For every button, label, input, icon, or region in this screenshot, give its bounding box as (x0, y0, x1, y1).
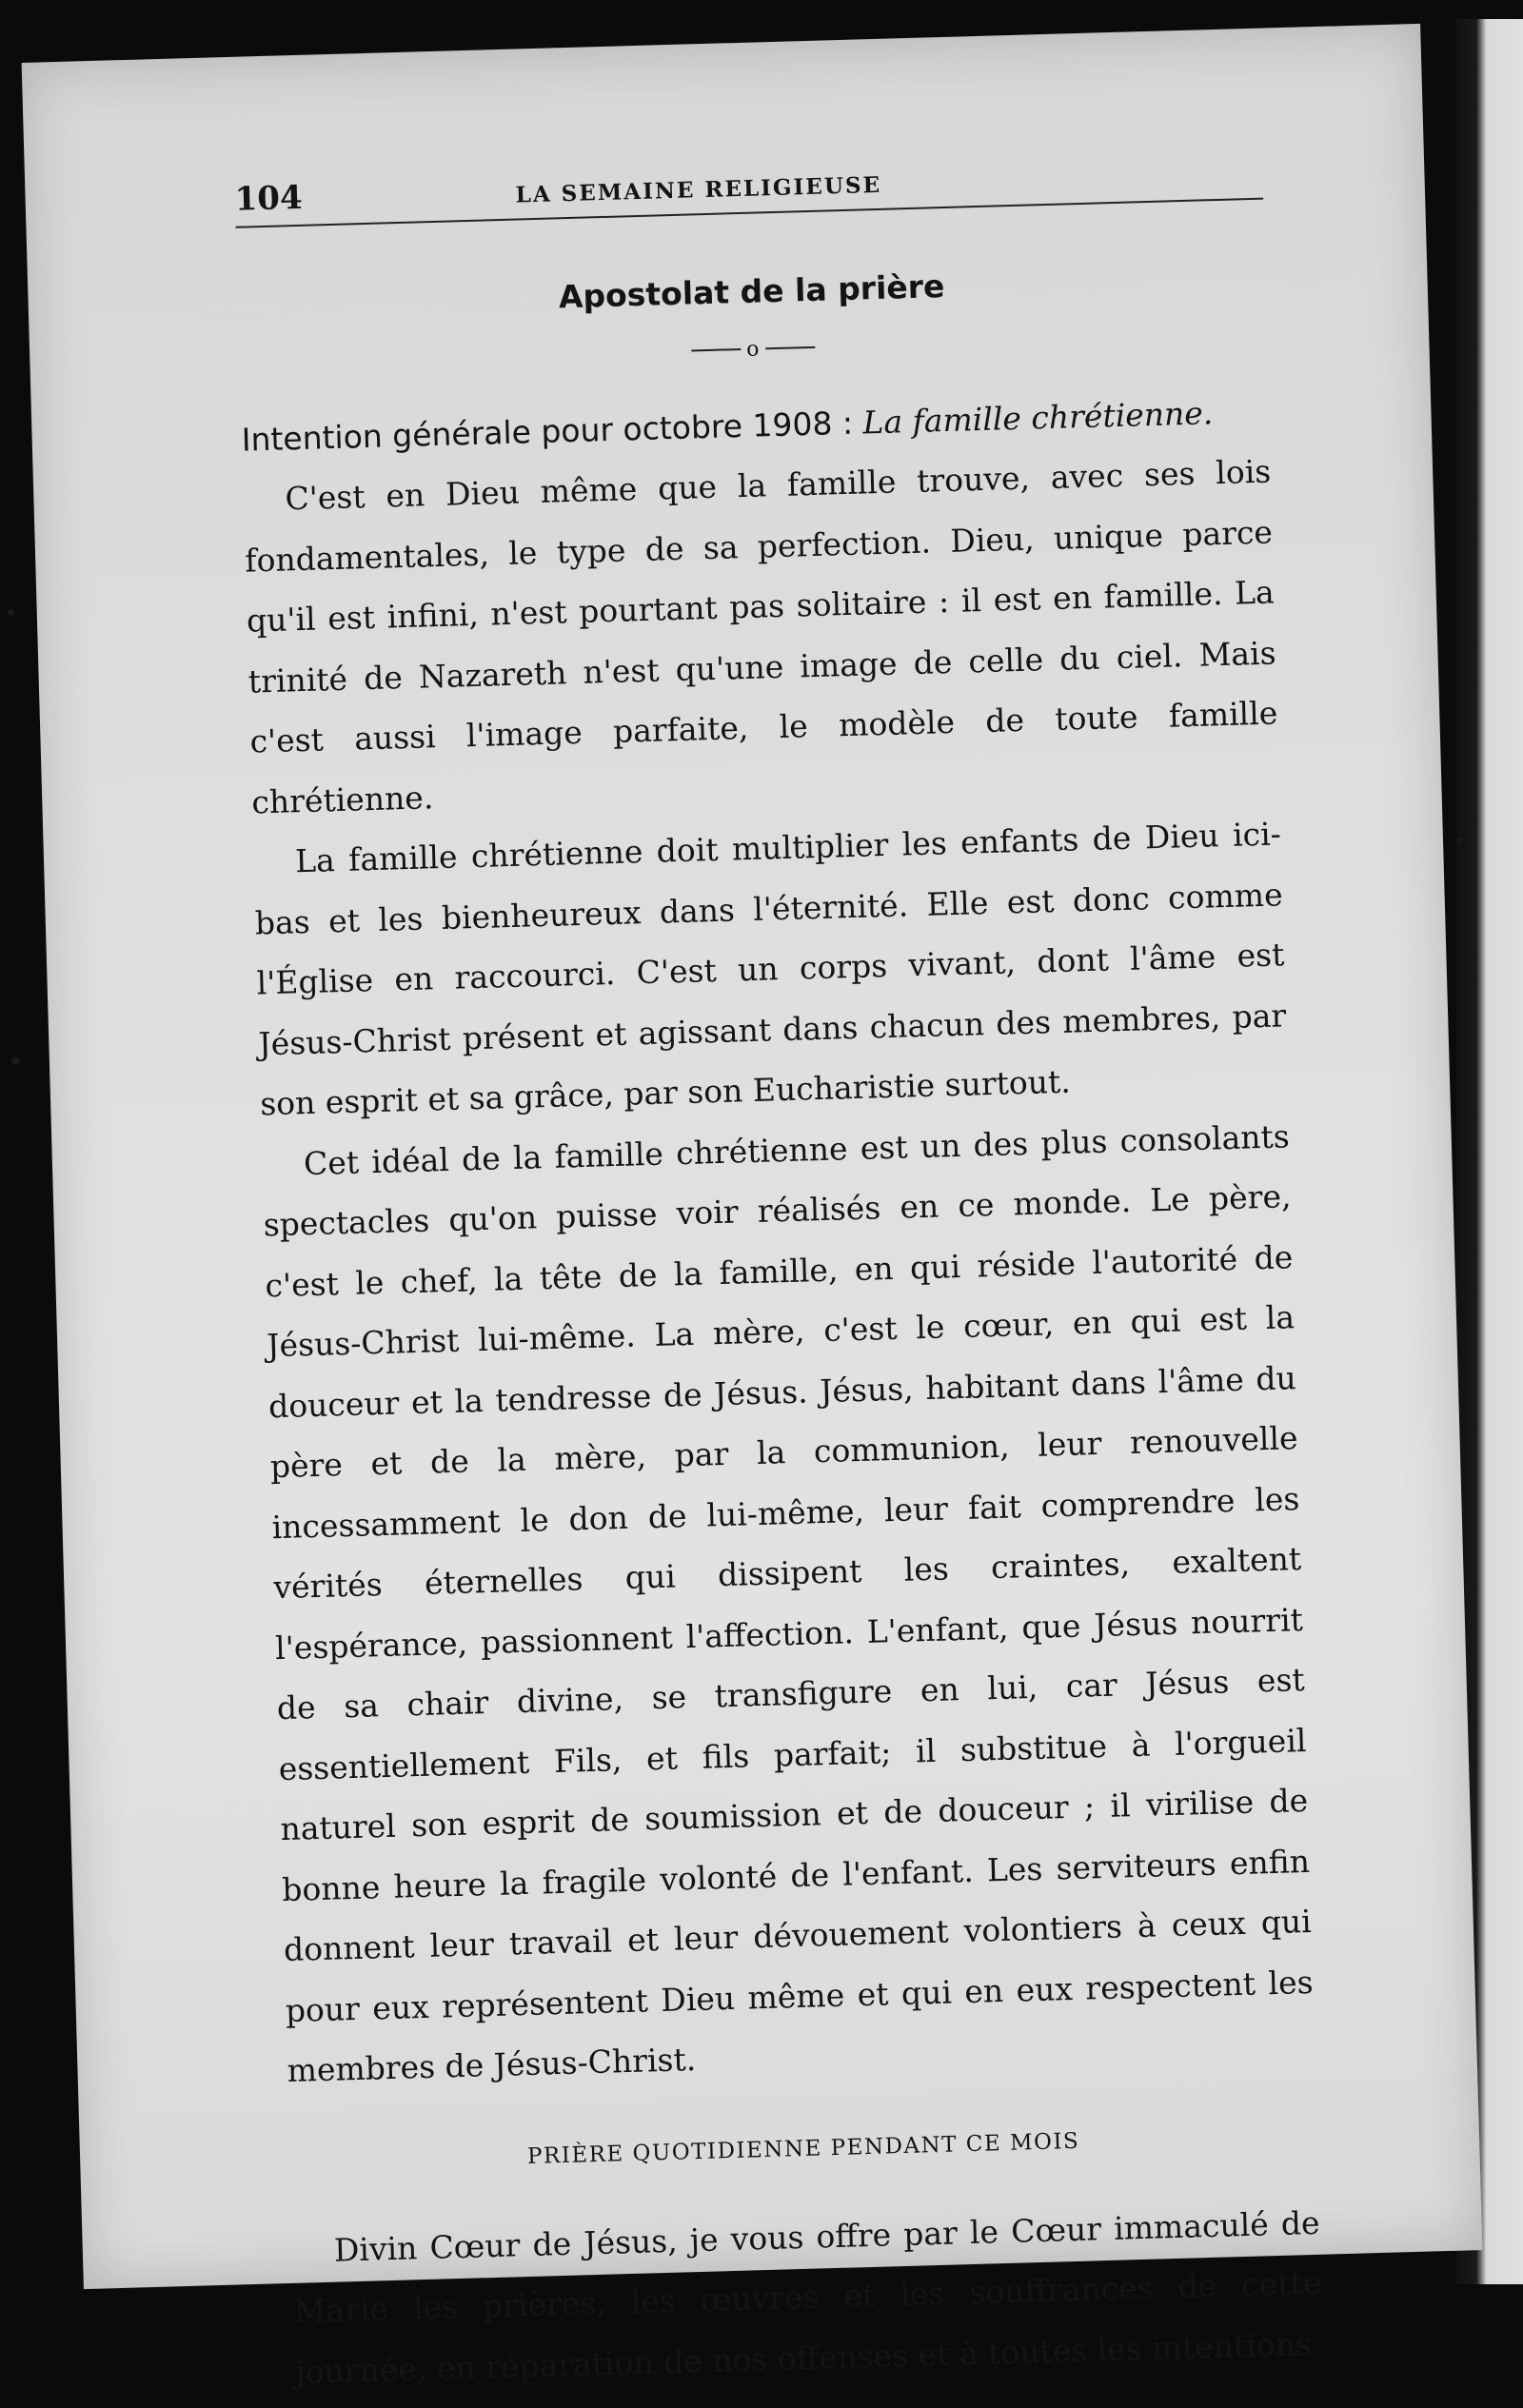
body-paragraph-2: La famille chrétienne doit multiplier les enfants de Dieu ici-bas et les bienheureux dans l'éternité. Elle est donc comme l'Église en raccourci. C'est un corps vivant, dont l'âme est Jésus-Christ présent et agissant dans chacun des membres, par son esprit et sa grâce, par son Eucharistie surtout. (254, 815, 1287, 1123)
running-head (234, 152, 1263, 228)
section-separator (239, 323, 1267, 376)
book-page (22, 24, 1483, 2391)
scan-speck (8, 609, 14, 616)
prayer-paragraph: Divin Cœur de Jésus, je vous offre par le Cœur immaculé de Marie les prières, les œuvres et les souffrances de cette journée, en réparation de nos offenses et à toutes les intentions (293, 2203, 1322, 2391)
page-content (234, 152, 1324, 2402)
intention-title: La famille chrétienne. (861, 393, 1214, 441)
body-paragraph-1: C'est en Dieu même que la famille trouve, avec ses lois fondamentales, le type de sa perfection. Dieu, unique parce qu'il est infini, n'est pourtant pas solitaire : il est en famille. La trinité de Nazareth n'est qu'une image de celle du ciel. Mais c'est aussi l'image parfaite, le modèle de toute famille chrétienne. (244, 452, 1278, 821)
prayer-heading: PRIÈRE QUOTIDIENNE PENDANT CE MOIS (526, 2128, 1080, 2169)
separator-rule-right (765, 346, 815, 349)
intention-label: Intention générale pour octobre 1908 : (241, 404, 854, 459)
page-number: 104 (234, 178, 304, 219)
journal-title: LA SEMAINE RELIGIEUSE (515, 171, 882, 208)
scan-speck (11, 1056, 20, 1065)
article-title: Apostolat de la prière (558, 267, 945, 316)
body-paragraph-3: Cet idéal de la famille chrétienne est un des plus consolants spectacles qu'on puisse voir réalisés en ce monde. Le père, c'est le chef, la tête de la famille, en qui réside l'autorité de Jésus-Christ lui-même. La mère, c'est le cœur, en qui est la douceur et la tendresse de Jésus. Jésus, habitant dans l'âme du père et de la mère, par la communion, leur renouvelle incessamment le don de lui-même, leur fait comprendre les vérités éternelles qui dissipent les craintes, exaltent l'espérance, passionnent l'affection. L'enfant, que Jésus nourrit de sa chair divine, se transfigure en lui, car Jésus est essentiellement Fils, et fils parfait; il substitue à l'orgueil naturel son esprit de soumission et de douceur ; il virilise de bonne heure la fragile volonté de l'enfant. Les serviteurs enfin donnent leur travail et leur dévouement volontiers à ceux qui pour eux représentent Dieu même et qui en eux respectent les membres de Jésus-Christ. (263, 1116, 1314, 2090)
separator-mark: o (745, 336, 761, 362)
scan-speck (1456, 838, 1462, 843)
separator-rule-left (691, 348, 741, 351)
